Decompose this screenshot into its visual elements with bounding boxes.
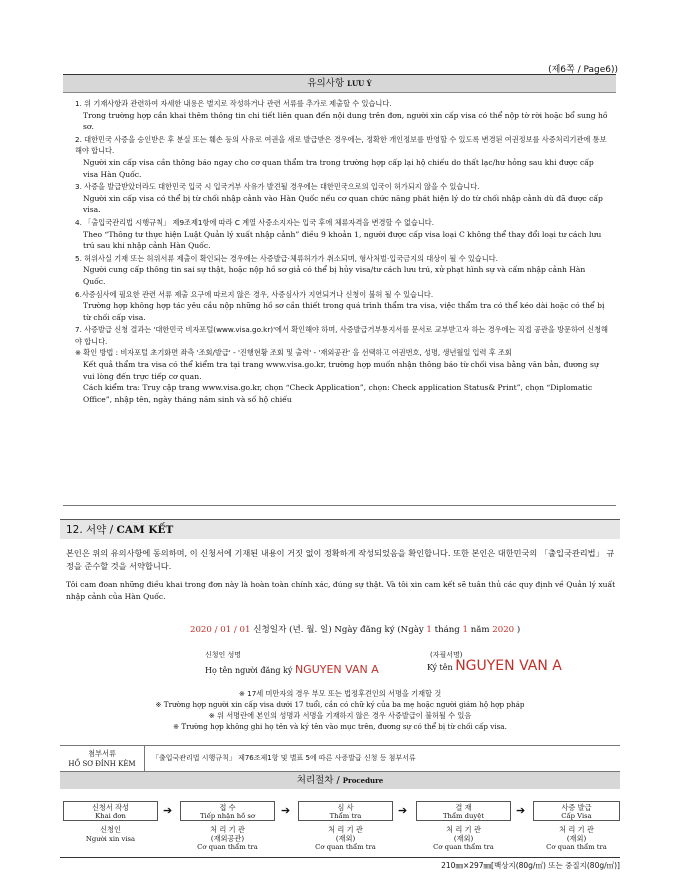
step-actor-vn: Cơ quan thẩm tra — [546, 843, 607, 851]
step-vn: Thẩm duyệt — [442, 812, 484, 820]
step-vn: Tiếp nhận hồ sơ — [199, 812, 256, 820]
date-day[interactable]: 1 — [426, 625, 432, 635]
step-actor — [416, 826, 511, 852]
signature-line — [427, 658, 562, 674]
page-number: (제6쪽 / Page6)) — [548, 65, 618, 75]
step-actor-kr2: (재외) — [335, 833, 356, 843]
signature[interactable]: NGUYEN VAN A — [455, 658, 562, 674]
note-text-kr: 4. 「출입국관리법 시행규칙」 제9조제1항에 따라 C 계열 사증소지자는 입국 후에 체류자격을 변경할 수 없습니다. — [75, 217, 434, 227]
application-date-line — [190, 623, 620, 635]
date-year[interactable]: 2020 — [492, 625, 515, 635]
step-actor — [298, 826, 393, 852]
notes-box — [63, 74, 616, 506]
date-month-label: tháng — [434, 625, 460, 635]
step-kr: 접 수 — [219, 803, 236, 812]
procedure-header — [60, 772, 620, 789]
note-item — [75, 98, 610, 133]
pledge-text — [66, 547, 616, 603]
note-item — [75, 181, 610, 216]
step-kr: 결 재 — [455, 803, 472, 812]
applicant-label-vn: Họ tên người đăng ký — [205, 666, 293, 675]
signature-note: ※ 위 서명란에 본인의 성명과 서명을 기재하지 않은 경우 사증발급이 불허될 수 있음 — [208, 711, 472, 720]
application-date-label: 신청일자 (년. 월. 일) Ngày đăng ký (Ngày — [253, 625, 424, 635]
procedure-step — [298, 801, 393, 821]
signature-note: ※ 17세 미만자의 경우 부모 또는 법정후견인의 서명을 기재할 것 — [238, 689, 442, 698]
note-text-vn: Theo “Thông tư thực hiện Luật Quản lý xuất nhập cảnh” điều 9 khoản 1, người được cấp visa loại C không thể thay đổi loại tư cách lưu trú sau khi nhập cảnh Hàn Quốc. — [83, 229, 602, 251]
step-actor-kr: 처 리 기 관 — [559, 825, 594, 834]
date-close: ) — [516, 625, 521, 635]
pledge-kr: 본인은 위의 유의사항에 동의하며, 이 신청서에 기재된 내용이 거짓 없이 정확하게 작성되었음을 확인합니다. 또한 본인은 대한민국의 「출입국관리법」 규정을 준수할 것을 서약합니다. — [66, 548, 615, 571]
note-check-method-kr: ※ 확인 방법 : 비자포털 초기화면 좌측 '조회/발급' - '진행현황 조회 및 출력' - '재외공관' 을 선택하고 여권번호, 성명, 생년월일 입력 후 조회 — [75, 348, 512, 358]
procedure-step — [416, 801, 511, 821]
signature-notes — [60, 688, 620, 732]
applicant-label-kr: 신청인 성명 — [205, 651, 242, 659]
note-item — [75, 253, 610, 288]
applicant-name[interactable]: NGUYEN VAN A — [294, 663, 379, 676]
step-vn: Cấp Visa — [561, 812, 592, 820]
step-actor-kr: 신청인 — [100, 825, 121, 834]
arrow-right-icon: ➔ — [281, 804, 291, 817]
arrow-right-icon: ➔ — [163, 804, 173, 817]
note-text-vn: Người xin cấp visa có thể bị từ chối nhập cảnh vào Hàn Quốc nếu cơ quan chức năng phát hiện lý do từ chối nhập cảnh dù đã được cấp visa. — [83, 193, 603, 215]
step-actor-kr2: (재외공관) — [210, 833, 245, 843]
step-actor-kr: 처 리 기 관 — [210, 825, 245, 834]
signature-label-vn: Ký tên — [427, 663, 453, 672]
procedure-step — [180, 801, 275, 821]
note-text-vn: Người cung cấp thông tin sai sự thật, hoặc nộp hồ sơ giả có thể bị hủy visa/tư cách lưu trú, xử phạt hình sự và cấm nhập cảnh Hàn Quốc. — [83, 265, 586, 286]
note-text-kr: 5. 허위사실 기재 또는 허위서류 제출이 확인되는 경우에는 사증발급·체류허가가 취소되며, 형사처벌·입국금지의 대상이 될 수 있습니다. — [75, 253, 498, 263]
step-actor-kr2: (재외) — [566, 833, 587, 843]
step-actor-vn: Người xin visa — [85, 834, 136, 843]
note-text-kr: 7. 사증발급 신청 결과는 '대한민국 비자포털(www.visa.go.kr)'에서 확인해야 하며, 사증발급거부통지서를 문서로 교부받고자 하는 경우에는 직접 공관을 방문하여 신청해야 합니다. — [75, 325, 608, 346]
step-actor — [63, 826, 158, 843]
note-text-kr: 1. 위 기재사항과 관련하여 자세한 내용은 별지로 작성하거나 관련 서류를 추가로 제출할 수 있습니다. — [75, 99, 392, 108]
step-kr: 심 사 — [337, 803, 354, 812]
note-text-kr: 3. 사증을 발급받았더라도 대한민국 입국 시 입국거부 사유가 발견될 경우에는 대한민국으로의 입국이 허가되지 않을 수 있습니다. — [75, 182, 480, 192]
step-actor-kr2: (재외) — [453, 833, 474, 843]
arrow-right-icon: ➔ — [398, 804, 408, 817]
signature-note: ※ Trường hợp không ghi họ tên và ký tên vào mục trên, đương sự có thể bị từ chối cấp visa. — [173, 722, 507, 731]
note-text-vn: Người xin cấp visa cần thông báo ngay cho cơ quan thẩm tra trong trường hợp cấp lại hộ chiếu do thất lạc/hư hỏng sau khi được cấp visa Hàn Quốc. — [83, 157, 594, 179]
attached-documents-row — [60, 745, 620, 772]
signature-label-kr: (자필서명) — [430, 651, 463, 659]
note-item — [75, 324, 610, 405]
step-kr: 사증 발급 — [561, 803, 592, 812]
note-text-vn: Trong trường hợp cần khai thêm thông tin chi tiết liên quan đến nội dung trên đơn, người xin cấp visa có thể nộp tờ rời hoặc bổ sung hồ sơ. — [83, 110, 608, 132]
signature-note: ※ Trường hợp người xin cấp visa dưới 17 tuổi, cần có chữ ký của ba mẹ hoặc người giám hộ hợp pháp — [155, 700, 525, 709]
section-12-header — [60, 519, 620, 539]
procedure-step — [533, 801, 620, 821]
notes-header — [63, 75, 616, 93]
date-year-label: năm — [470, 625, 490, 635]
notes-list — [63, 93, 616, 405]
note-check-method-vn: Cách kiểm tra: Truy cập trang www.visa.go.kr, chọn “Check Application”, chọn: Check application Status& Print”, chọn “Diplomatic Office”, nhập tên, ngày tháng năm sinh và số hộ chiếu — [83, 383, 593, 404]
procedure-title-en: Procedure — [342, 776, 384, 785]
attached-documents-label-kr: 첨부서류 — [88, 749, 116, 758]
applicant-name-line — [205, 663, 379, 676]
note-text-kr: 2. 대한민국 사증을 승인받은 후 분실 또는 훼손 등의 사유로 여권을 새로 발급받은 경우에는, 정확한 개인정보를 반영할 수 있도록 변경된 여권정보를 사증처리기관에 통보해야 합니다. — [75, 134, 607, 156]
paper-spec-footer: 210㎜×297㎜[백상지(80g/㎡) 또는 중질지(80g/㎡)] — [60, 857, 620, 871]
section-12-title-kr: 12. 서약 / — [66, 524, 114, 536]
attached-documents-text: 「출입국관리법 시행규칙」 제76조제1항 및 별표 5에 따른 사증발급 신청 등 첨부서류 — [152, 754, 416, 762]
pledge-vn: Tôi cam đoan những điều khai trong đơn này là hoàn toàn chính xác, đúng sự thật. Và tôi xin cam kết sẽ tuân thủ các quy định về Quản lý xuất nhập cảnh của Hàn Quốc. — [66, 580, 616, 601]
procedure-step — [63, 801, 158, 821]
step-actor — [180, 826, 275, 852]
notes-title-vn: LƯU Ý — [347, 79, 372, 88]
step-vn: Khai đơn — [95, 812, 126, 820]
step-actor-vn: Cơ quan thẩm tra — [433, 843, 494, 851]
procedure-title-kr: 처리절차 / — [296, 775, 340, 786]
note-item — [75, 134, 610, 180]
step-actor — [533, 826, 620, 852]
step-actor-kr: 처 리 기 관 — [446, 825, 481, 834]
date-month[interactable]: 1 — [462, 625, 468, 635]
application-date-value[interactable]: 2020 / 01 / 01 — [190, 625, 251, 635]
note-text-vn: Kết quả thẩm tra visa có thể kiểm tra tại trang www.visa.go.kr, trường hợp muốn nhận thông báo từ chối visa bằng văn bản, đương sự vui lòng đến trực tiếp cơ quan. — [83, 360, 599, 381]
note-item — [75, 217, 610, 252]
note-item — [75, 289, 610, 324]
step-actor-vn: Cơ quan thẩm tra — [315, 843, 376, 851]
attached-documents-label — [60, 746, 145, 771]
note-text-vn: Trường hợp không hợp tác yêu cầu nộp những hồ sơ cần thiết trong quá trình thẩm tra visa, việc thẩm tra có thể kéo dài hoặc có thể bị từ chối cấp visa. — [83, 301, 605, 322]
step-actor-kr: 처 리 기 관 — [328, 825, 363, 834]
attached-documents-label-vn: HỒ SƠ ĐÍNH KÈM — [68, 760, 136, 768]
step-actor-vn: Cơ quan thẩm tra — [197, 843, 258, 851]
step-vn: Thẩm tra — [329, 812, 362, 820]
arrow-right-icon: ➔ — [516, 804, 526, 817]
step-kr: 신청서 작성 — [91, 803, 129, 812]
note-text-kr: 6.사증심사에 필요한 관련 서류 제출 요구에 따르지 않은 경우, 사증심사가 지연되거나 신청이 불허 될 수 있습니다. — [75, 289, 434, 299]
notes-title-kr: 유의사항 — [307, 78, 345, 89]
section-12-title-vn: CAM KẾT — [116, 524, 174, 536]
